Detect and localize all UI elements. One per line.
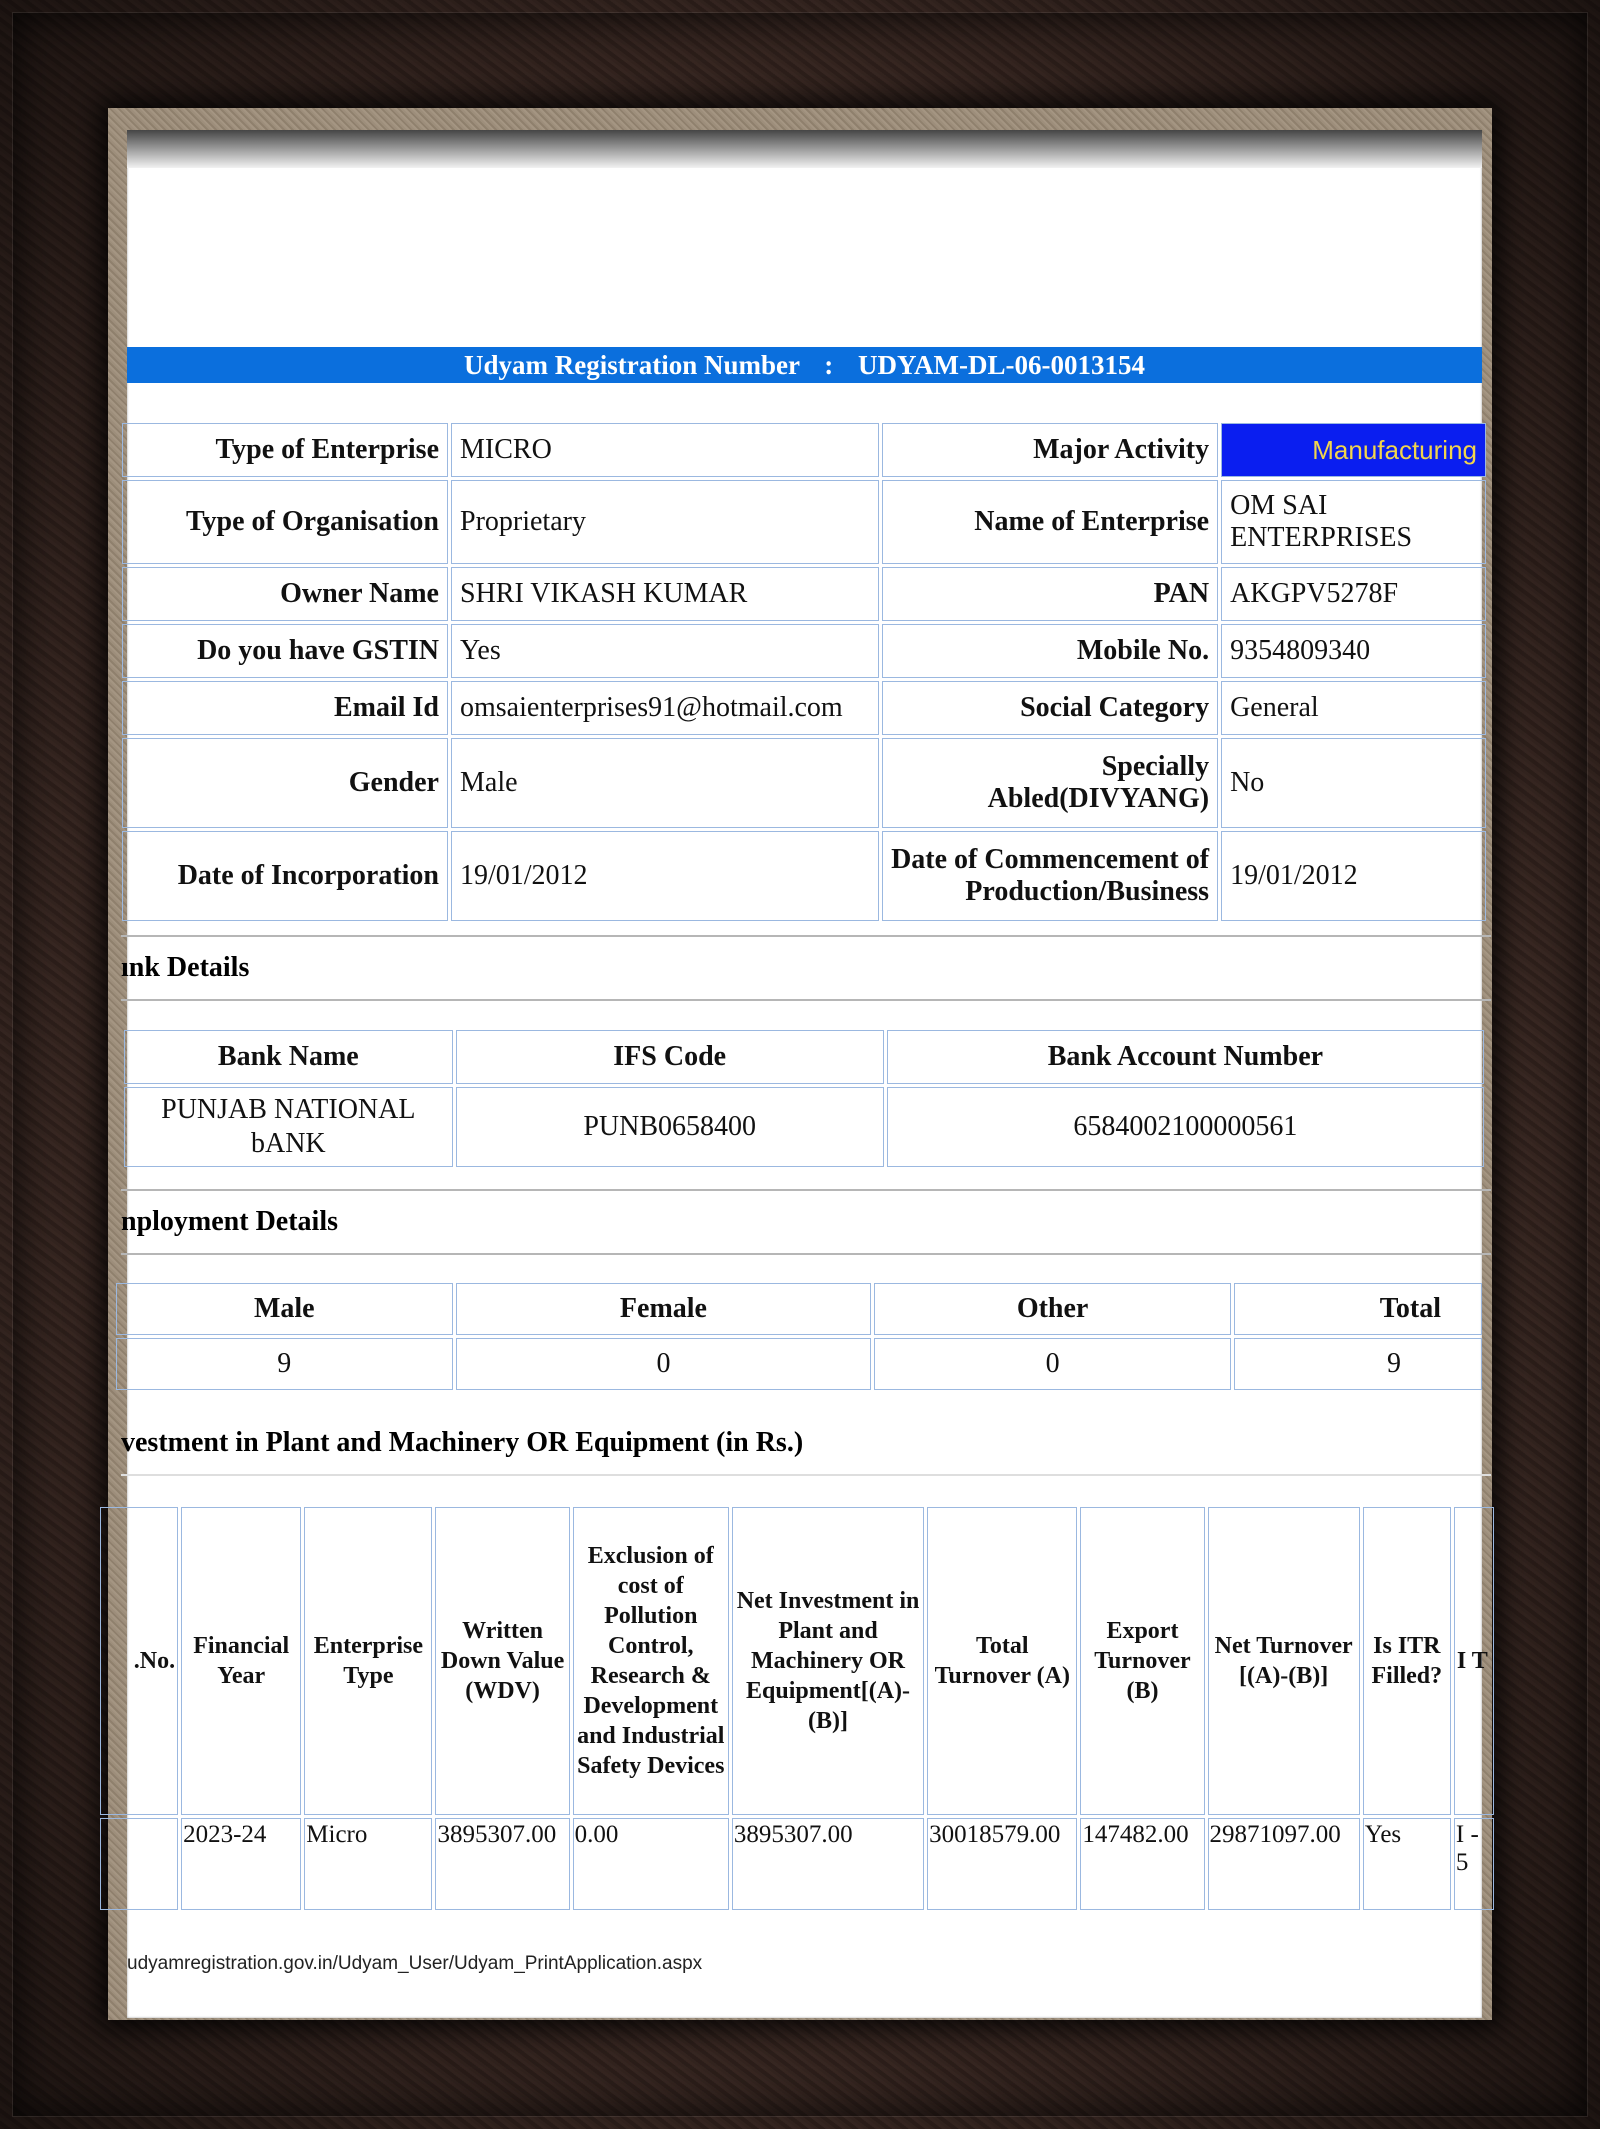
- itr-type-header: I T: [1454, 1507, 1494, 1815]
- account-number-header: Bank Account Number: [887, 1030, 1484, 1084]
- registration-number: UDYAM-DL-06-0013154: [858, 350, 1145, 380]
- table-row: [122, 831, 1486, 921]
- table-row: [100, 1507, 1494, 1815]
- type-of-organisation-value: Proprietary: [451, 480, 879, 564]
- investment-heading: vestment in Plant and Machinery OR Equipment (in Rs.): [121, 1412, 1491, 1476]
- other-value: 0: [874, 1338, 1230, 1390]
- enterprise-details-table: [119, 420, 1489, 924]
- mobile-value: 9354809340: [1221, 624, 1486, 678]
- total-turnover-header: Total Turnover (A): [927, 1507, 1077, 1815]
- page-top-shadow: [127, 130, 1482, 168]
- table-row: [122, 681, 1486, 735]
- account-number-value: 6584002100000561: [887, 1087, 1484, 1167]
- bank-details-table: [121, 1027, 1487, 1170]
- wdv-header: Written Down Value (WDV): [435, 1507, 569, 1815]
- net-investment-value: 3895307.00: [732, 1818, 924, 1910]
- email-label: Email Id: [122, 681, 448, 735]
- name-of-enterprise-value: OM SAI ENTERPRISES: [1221, 480, 1486, 564]
- net-turnover-header: Net Turnover [(A)-(B)]: [1208, 1507, 1360, 1815]
- table-row: [124, 1087, 1484, 1167]
- sno-value: [100, 1818, 178, 1910]
- owner-name-label: Owner Name: [122, 567, 448, 621]
- owner-name-value: SHRI VIKASH KUMAR: [451, 567, 879, 621]
- footer-url: udyamregistration.gov.in/Udyam_User/Udyam_PrintApplication.aspx: [127, 1953, 703, 1974]
- divyang-label: Specially Abled(DIVYANG): [882, 738, 1218, 828]
- ifs-code-header: IFS Code: [456, 1030, 884, 1084]
- ifs-code-value: PUNB0658400: [456, 1087, 884, 1167]
- social-category-label: Social Category: [882, 681, 1218, 735]
- total-value: 9: [1234, 1338, 1482, 1390]
- table-row: [116, 1338, 1482, 1390]
- date-of-incorporation-value: 19/01/2012: [451, 831, 879, 921]
- table-row: [122, 738, 1486, 828]
- sno-header: .No.: [100, 1507, 178, 1815]
- gender-value: Male: [451, 738, 879, 828]
- financial-year-header: Financial Year: [181, 1507, 301, 1815]
- registration-label: Udyam Registration Number: [464, 350, 800, 380]
- type-of-organisation-label: Type of Organisation: [122, 480, 448, 564]
- table-row: [122, 567, 1486, 621]
- financial-year-value: 2023-24: [181, 1818, 301, 1910]
- pan-label: PAN: [882, 567, 1218, 621]
- document-page: [121, 130, 1488, 2018]
- type-of-enterprise-label: Type of Enterprise: [122, 423, 448, 477]
- total-turnover-value: 30018579.00: [927, 1818, 1077, 1910]
- registration-separator: :: [824, 350, 834, 380]
- table-row: [122, 423, 1486, 477]
- date-of-commencement-value: 19/01/2012: [1221, 831, 1486, 921]
- female-header: Female: [456, 1283, 872, 1335]
- exclusion-cost-value: 0.00: [573, 1818, 729, 1910]
- table-row: [116, 1283, 1482, 1335]
- bank-name-header: Bank Name: [124, 1030, 453, 1084]
- table-row: [124, 1030, 1484, 1084]
- enterprise-type-header: Enterprise Type: [304, 1507, 432, 1815]
- date-of-commencement-label: Date of Commencement of Production/Business: [882, 831, 1218, 921]
- employment-details-table: [113, 1280, 1485, 1393]
- gstin-value: Yes: [451, 624, 879, 678]
- export-turnover-value: 147482.00: [1080, 1818, 1204, 1910]
- pan-value: AKGPV5278F: [1221, 567, 1486, 621]
- email-value: omsaienterprises91@hotmail.com: [451, 681, 879, 735]
- investment-table: [97, 1504, 1497, 1913]
- exclusion-cost-header: Exclusion of cost of Pollution Control, Research & Development and Industrial Safety Devices: [573, 1507, 729, 1815]
- net-turnover-value: 29871097.00: [1208, 1818, 1360, 1910]
- gender-label: Gender: [122, 738, 448, 828]
- itr-filled-header: Is ITR Filled?: [1363, 1507, 1451, 1815]
- net-investment-header: Net Investment in Plant and Machinery OR Equipment[(A)-(B)]: [732, 1507, 924, 1815]
- major-activity-value: Manufacturing: [1221, 423, 1486, 477]
- other-header: Other: [874, 1283, 1230, 1335]
- table-row: [122, 480, 1486, 564]
- wdv-value: 3895307.00: [435, 1818, 569, 1910]
- table-row: [122, 624, 1486, 678]
- total-header: Total: [1234, 1283, 1482, 1335]
- name-of-enterprise-label: Name of Enterprise: [882, 480, 1218, 564]
- divyang-value: No: [1221, 738, 1486, 828]
- enterprise-type-value: Micro: [304, 1818, 432, 1910]
- mobile-label: Mobile No.: [882, 624, 1218, 678]
- gstin-label: Do you have GSTIN: [122, 624, 448, 678]
- itr-filled-value: Yes: [1363, 1818, 1451, 1910]
- type-of-enterprise-value: MICRO: [451, 423, 879, 477]
- female-value: 0: [456, 1338, 872, 1390]
- date-of-incorporation-label: Date of Incorporation: [122, 831, 448, 921]
- male-value: 9: [116, 1338, 453, 1390]
- bank-details-heading: ınk Details: [121, 935, 1491, 1001]
- table-row: [100, 1818, 1494, 1910]
- male-header: Male: [116, 1283, 453, 1335]
- bank-name-value: PUNJAB NATIONAL bANK: [124, 1087, 453, 1167]
- itr-type-value: I - 5: [1454, 1818, 1494, 1910]
- social-category-value: General: [1221, 681, 1486, 735]
- registration-number-bar: [127, 347, 1482, 383]
- employment-details-heading: nployment Details: [121, 1189, 1491, 1255]
- major-activity-label: Major Activity: [882, 423, 1218, 477]
- export-turnover-header: Export Turnover (B): [1080, 1507, 1204, 1815]
